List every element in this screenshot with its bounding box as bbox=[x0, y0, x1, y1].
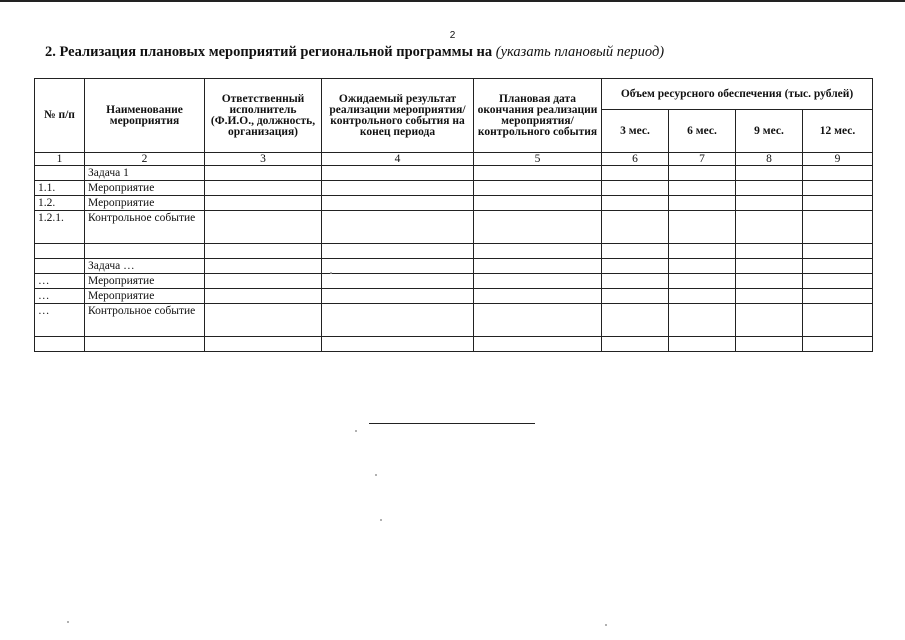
header-12-months: 12 мес. bbox=[803, 110, 873, 153]
row-number: 1.1. bbox=[35, 181, 85, 196]
table-row bbox=[35, 166, 873, 181]
column-number: 8 bbox=[736, 153, 803, 166]
cell bbox=[803, 289, 873, 304]
scan-speck bbox=[67, 621, 69, 623]
cell bbox=[474, 196, 602, 211]
cell bbox=[322, 259, 474, 274]
header-resource-group: Объем ресурсного обеспечения (тыс. рублей) bbox=[602, 79, 873, 110]
header-responsible: Ответственный исполнитель (Ф.И.О., должность, организация) bbox=[205, 79, 322, 153]
column-number: 1 bbox=[35, 153, 85, 166]
cell bbox=[322, 289, 474, 304]
cell bbox=[474, 274, 602, 289]
row-name: Задача … bbox=[85, 259, 205, 274]
column-number: 2 bbox=[85, 153, 205, 166]
cell bbox=[205, 211, 322, 244]
cell bbox=[205, 244, 322, 259]
table-row bbox=[35, 181, 873, 196]
row-number bbox=[35, 244, 85, 259]
cell bbox=[602, 166, 669, 181]
table-row bbox=[35, 244, 873, 259]
cell bbox=[803, 244, 873, 259]
cell bbox=[736, 289, 803, 304]
page-number: 2 bbox=[449, 30, 456, 41]
table-row bbox=[35, 337, 873, 352]
row-name: Контрольное событие bbox=[85, 211, 205, 244]
cell bbox=[602, 181, 669, 196]
row-number bbox=[35, 259, 85, 274]
cell bbox=[322, 337, 474, 352]
cell bbox=[205, 259, 322, 274]
cell bbox=[669, 244, 736, 259]
cell bbox=[803, 274, 873, 289]
row-name bbox=[85, 244, 205, 259]
cell bbox=[205, 274, 322, 289]
table-row bbox=[35, 196, 873, 211]
cell bbox=[205, 289, 322, 304]
cell bbox=[669, 259, 736, 274]
row-number bbox=[35, 337, 85, 352]
cell bbox=[322, 166, 474, 181]
column-number-row bbox=[35, 153, 873, 166]
cell bbox=[736, 196, 803, 211]
cell bbox=[474, 259, 602, 274]
row-number: … bbox=[35, 274, 85, 289]
cell bbox=[736, 166, 803, 181]
row-number: … bbox=[35, 304, 85, 337]
scan-speck bbox=[330, 272, 332, 274]
row-number: … bbox=[35, 289, 85, 304]
scan-speck bbox=[355, 430, 357, 432]
header-6-months: 6 мес. bbox=[669, 110, 736, 153]
cell bbox=[602, 304, 669, 337]
section-heading-title: 2. Реализация плановых мероприятий региональной программы на bbox=[45, 44, 493, 60]
header-row-1 bbox=[35, 79, 873, 110]
table-row bbox=[35, 274, 873, 289]
cell bbox=[803, 166, 873, 181]
row-name: Контрольное событие bbox=[85, 304, 205, 337]
cell bbox=[803, 211, 873, 244]
cell bbox=[803, 304, 873, 337]
row-name bbox=[85, 337, 205, 352]
cell bbox=[474, 304, 602, 337]
measures-table bbox=[34, 78, 873, 352]
cell bbox=[205, 304, 322, 337]
header-number: № п/п bbox=[35, 79, 85, 153]
row-name: Задача 1 bbox=[85, 166, 205, 181]
cell bbox=[205, 337, 322, 352]
row-number: 1.2.1. bbox=[35, 211, 85, 244]
cell bbox=[474, 337, 602, 352]
header-planned-date: Плановая дата окончания реализации мероприятия/ контрольного события bbox=[474, 79, 602, 153]
cell bbox=[322, 181, 474, 196]
column-number: 9 bbox=[803, 153, 873, 166]
cell bbox=[736, 337, 803, 352]
row-number: 1.2. bbox=[35, 196, 85, 211]
cell bbox=[602, 244, 669, 259]
row-number bbox=[35, 166, 85, 181]
column-number: 6 bbox=[602, 153, 669, 166]
cell bbox=[803, 181, 873, 196]
cell bbox=[474, 181, 602, 196]
cell bbox=[736, 304, 803, 337]
cell bbox=[669, 196, 736, 211]
table-row bbox=[35, 304, 873, 337]
cell bbox=[322, 196, 474, 211]
table-row bbox=[35, 211, 873, 244]
header-3-months: 3 мес. bbox=[602, 110, 669, 153]
cell bbox=[322, 244, 474, 259]
cell bbox=[669, 274, 736, 289]
cell bbox=[205, 181, 322, 196]
cell bbox=[474, 244, 602, 259]
cell bbox=[322, 274, 474, 289]
scan-speck bbox=[605, 624, 607, 626]
row-name: Мероприятие bbox=[85, 274, 205, 289]
cell bbox=[602, 274, 669, 289]
cell bbox=[736, 244, 803, 259]
table-row bbox=[35, 289, 873, 304]
table-row bbox=[35, 259, 873, 274]
column-number: 7 bbox=[669, 153, 736, 166]
row-name: Мероприятие bbox=[85, 181, 205, 196]
cell bbox=[803, 337, 873, 352]
cell bbox=[322, 211, 474, 244]
cell bbox=[474, 166, 602, 181]
signature-line bbox=[369, 423, 535, 424]
cell bbox=[669, 181, 736, 196]
scan-speck bbox=[380, 519, 382, 521]
cell bbox=[669, 304, 736, 337]
cell bbox=[602, 196, 669, 211]
section-heading bbox=[45, 44, 664, 61]
cell bbox=[602, 289, 669, 304]
cell bbox=[803, 259, 873, 274]
cell bbox=[736, 211, 803, 244]
cell bbox=[322, 304, 474, 337]
cell bbox=[602, 211, 669, 244]
cell bbox=[602, 259, 669, 274]
cell bbox=[474, 289, 602, 304]
column-number: 4 bbox=[322, 153, 474, 166]
header-9-months: 9 мес. bbox=[736, 110, 803, 153]
cell bbox=[602, 337, 669, 352]
cell bbox=[669, 166, 736, 181]
top-rule bbox=[0, 0, 905, 2]
cell bbox=[205, 196, 322, 211]
cell bbox=[803, 196, 873, 211]
cell bbox=[474, 211, 602, 244]
cell bbox=[669, 289, 736, 304]
cell bbox=[736, 274, 803, 289]
row-name: Мероприятие bbox=[85, 289, 205, 304]
cell bbox=[736, 181, 803, 196]
header-measure-name: Наименование мероприятия bbox=[85, 79, 205, 153]
cell bbox=[205, 166, 322, 181]
column-number: 3 bbox=[205, 153, 322, 166]
section-heading-period: (указать плановый период) bbox=[495, 44, 665, 60]
cell bbox=[669, 211, 736, 244]
row-name: Мероприятие bbox=[85, 196, 205, 211]
column-number: 5 bbox=[474, 153, 602, 166]
scan-speck bbox=[375, 474, 377, 476]
cell bbox=[736, 259, 803, 274]
header-expected-result: Ожидаемый результат реализации мероприятия/контрольного события на конец периода bbox=[322, 79, 474, 153]
cell bbox=[669, 337, 736, 352]
